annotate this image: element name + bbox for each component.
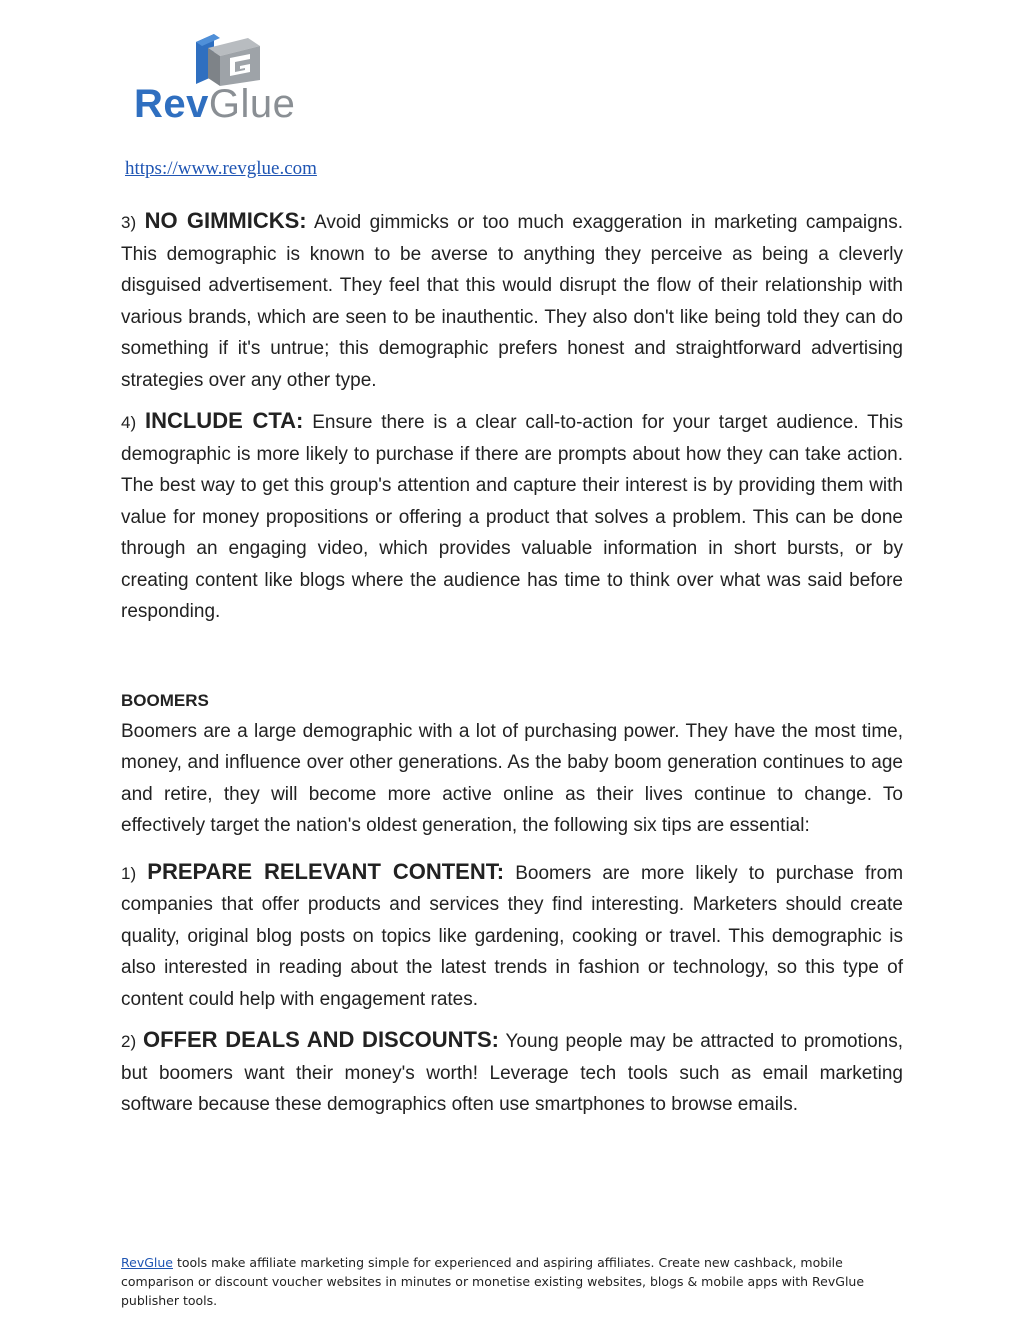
section-intro: Boomers are a large demographic with a lot of purchasing power. They have the most time, money, and influence over other generations. As the baby boom generation continues to age and retire, they will become more active online as their lives continue to change. To effectively target the nation's oldest generation, the following six tips are essential: [121,720,903,836]
footer-brand-link[interactable]: RevGlue [121,1255,173,1270]
logo-wordmark: RevGlue [134,82,296,126]
boomer-tip-2: 2) OFFER DEALS AND DISCOUNTS: Young people may be attracted to promotions, but boomers want their money's worth! Leverage tech tools such as email marketing software because these demographics often use smartphones to browse emails. [121,1027,904,1115]
tip-4: 4) INCLUDE CTA: Ensure there is a clear call-to-action for your target audience. This demographic is more likely to purchase if there are prompts about how they can take action. The best way to get this group's attention and capture their interest is by providing them with value for money propositions or offering a product that solves a problem. This can be done through an engaging video, which provides valuable information in short bursts, or by creating content like blogs where the audience has time to think over what was said before responding. [121,408,904,622]
boomer-tip-1-heading: PREPARE RELEVANT CONTENT: [147,858,505,884]
revglue-logo[interactable] [134,32,324,124]
boomer-tip-1: 1) PREPARE RELEVANT CONTENT: Boomers are more likely to purchase from companies that offer products and services they find interesting. Marketers should create quality, original blog posts on topics like gardening, cooking or travel. This demographic is also interested in reading about the latest trends in fashion or technology, so this type of content could help with engagement rates. [121,858,904,1010]
footer-text: tools make affiliate marketing simple for experienced and aspiring affiliates. Create new cashback, mobile comparison or discount voucher websites in minutes or monetise existing websites, blogs & mobile apps with RevGlue publisher tools. [121,1255,865,1308]
boomer-tip-1-text: Boomers are more likely to purchase from companies that offer products and services they find interesting. Marketers should create quality, original blog posts on topics like gardening, cooking or travel. This demographic is also interested in reading about the latest trends in fashion or technology, so this type of content could help with engagement rates. [121,862,904,1010]
website-link[interactable]: https://www.revglue.com [125,158,317,179]
tip-3-text: Avoid gimmicks or too much exaggeration in marketing campaigns. This demographic is known to be averse to anything they perceive as being a cleverly disguised advertisement. They feel that this would disrupt the flow of their relationship with various brands, which are seen to be inauthentic. They also don't like being told they can do something if it's untrue; this demographic prefers honest and straightforward advertising strategies over any other type. [121,212,903,391]
footer-note [121,1253,911,1310]
tip-3-heading: NO GIMMICKS: [144,208,307,233]
revglue-g-cube-icon [134,32,324,88]
tip-4-text: Ensure there is a clear call-to-action for your target audience. This demographic is more likely to purchase if there are prompts about how they can take action. The best way to get this group's attention and capture their interest is by providing them with value for money propositions or offering a product that solves a problem. This can be done through an engaging video, which provides valuable information in short bursts, or by creating content like blogs where the audience has time to think over what was said before responding. [121,412,904,622]
tip-4-heading: INCLUDE CTA: [144,408,304,433]
section-title: BOOMERS [121,690,209,710]
tip-3: 3) NO GIMMICKS: Avoid gimmicks or too much exaggeration in marketing campaigns. This demographic is known to be averse to anything they perceive as being a cleverly disguised advertisement. They feel that this would disrupt the flow of their relationship with various brands, which are seen to be inauthentic. They also don't like being told they can do something if it's untrue; this demographic prefers honest and straightforward advertising strategies over any other type. [121,208,903,391]
boomer-tip-2-heading: OFFER DEALS AND DISCOUNTS: [143,1027,499,1052]
article-body [121,205,903,1130]
boomer-tip-2-text: Young people may be attracted to promotions, but boomers want their money's worth! Leverage tech tools such as email marketing software because these demographics often use smartphones to browse emails. [121,1031,904,1115]
